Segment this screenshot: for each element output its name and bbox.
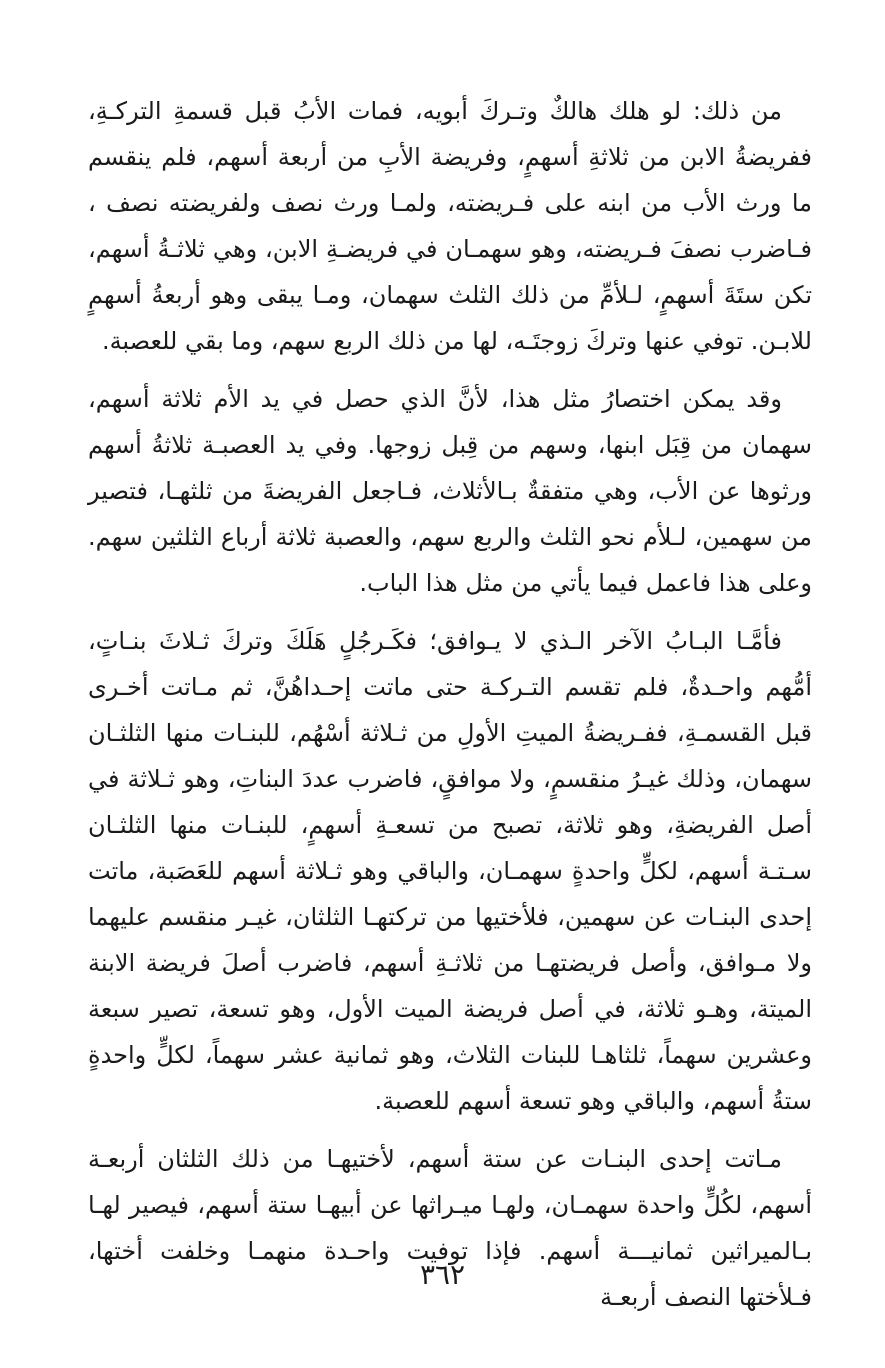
paragraph-3: فأمَّـا البـابُ الآخر الـذي لا يـوافق؛ فكَـرجُلٍ هَلَكَ وتركَ ثـلاثَ بنـاتٍ، أمُّهم واحـدةٌ، فلم تقسم التـركـة حتى ماتت إحـداهُنَّ، ثم مـاتت أخـرى قبل القسمـةِ، ففـريضةُ الميتِ الأولِ من ثـلاثة أسْهُم، للبنـات منها الثلثـان سهمان، وذلك غيـرُ منقسمٍ، ولا موافقٍ، فاضرب عددَ البناتِ، وهو ثـلاثة في أصل الفريضةِ، وهو ثلاثة، تصبح من تسعـةِ أسهمٍ، للبنـات منها الثلثـان سـتـة أسهم، لكلٍّ واحدةٍ سهمـان، والباقي وهو ثـلاثة أسهم للعَصَبة، ماتت إحدى البنـات عن سهمين، فلأختيها من تركتهـا الثلثان، غيـر منقسم عليهما ولا مـوافق، وأصل فريضتهـا من ثلاثـةِ أسهم، فاضرب أصلَ فريضة الابنة الميتة، وهـو ثلاثة، في أصل فريضة الميت الأول، وهو تسعة، تصير سبعة وعشرين سهماً، ثلثاهـا للبنات الثلاث، وهو ثمانية عشر سهماً، لكلٍّ واحدةٍ ستةُ أسهم، والباقي وهو تسعة أسهم للعصبة. bbox=[88, 627, 812, 1115]
document-page bbox=[88, 88, 812, 1332]
paragraph-1: من ذلك: لو هلك هالكٌ وتـركَ أبويه، فمات الأبُ قبل قسمةِ التركـةِ، ففريضةُ الابن من ثلاثةِ أسهمٍ، وفريضة الأبِ من أربعة أسهم، فلم ينقسم ما ورث الأب من ابنه على فـريضته، ولمـا ورث نصف ولفريضته نصف ، فـاضرب نصفَ فـريضته، وهو سهمـان في فريضـةِ الابن، وهي ثلاثـةُ أسهم، تكن ستَةَ أسهمٍ، لـلأمِّ من ذلك الثلث سهمان، ومـا يبقى وهو أربعةُ أسهمٍ للابـن. توفي عنها وتركَ زوجتَـه، لها من ذلك الربع سهم، وما بقي للعصبة. bbox=[88, 97, 812, 355]
paragraph-2: وقد يمكن اختصارُ مثل هذا، لأنَّ الذي حصل في يد الأم ثلاثة أسهم، سهمان من قِبَل ابنها، وسهم من قِبل زوجها. وفي يد العصبـة ثلاثةُ أسهم ورثوها عن الأب، وهي متفقةٌ بـالأثلاث، فـاجعل الفريضةَ من ثلثهـا، فتصير من سهمين، لـلأم نحو الثلث والربع سهم، والعصبة ثلاثة أرباع الثلثين سهم. وعلى هذا فاعمل فيما يأتي من مثل هذا الباب. bbox=[88, 385, 812, 597]
paragraph-4: مـاتت إحدى البنـات عن ستة أسهم، لأختيهـا من ذلك الثلثان أربعـة أسهم، لكُلٍّ واحدة سهمـان، ولهـا ميـراثها عن أبيهـا ستة أسهم، فيصير لهـا بـالميراثين ثمانيـــة أسهم. فإذا توفيت واحـدة منهمـا وخلفت أختها، فـلأختها النصف أربعـة bbox=[88, 1145, 812, 1311]
page-number: ٣٦٢ bbox=[419, 1258, 466, 1291]
